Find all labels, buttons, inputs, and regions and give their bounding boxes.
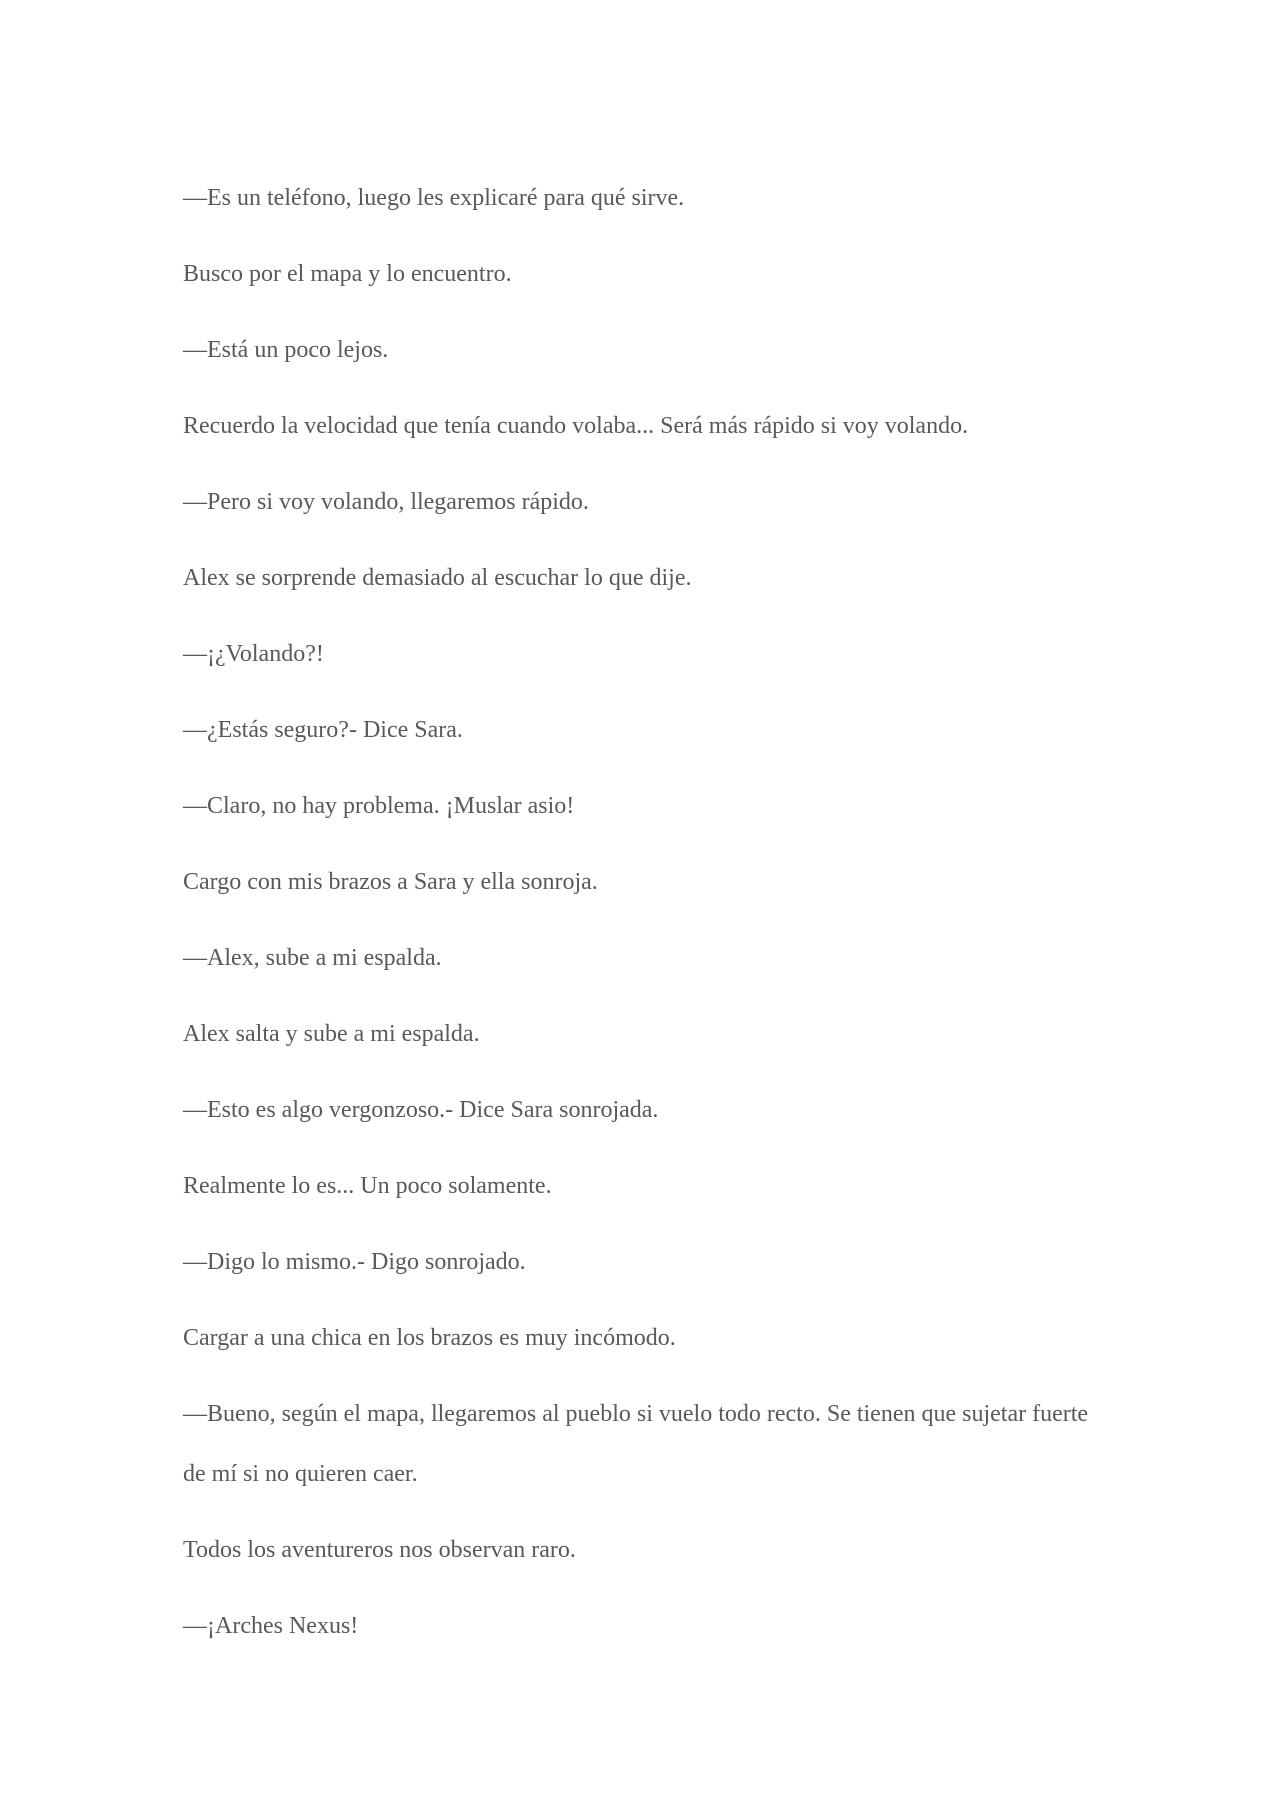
paragraph: —Digo lo mismo.- Digo sonrojado. xyxy=(183,1249,526,1275)
paragraph: —Alex, sube a mi espalda. xyxy=(183,945,442,971)
paragraph: Busco por el mapa y lo encuentro. xyxy=(183,261,512,287)
paragraph: —¡Arches Nexus! xyxy=(183,1613,359,1639)
paragraph: Realmente lo es... Un poco solamente. xyxy=(183,1173,552,1199)
paragraph: Alex se sorprende demasiado al escuchar lo que dije. xyxy=(183,565,692,591)
paragraph: Alex salta y sube a mi espalda. xyxy=(183,1021,480,1047)
paragraph: —Es un teléfono, luego les explicaré para qué sirve. xyxy=(183,185,685,211)
document-body xyxy=(183,180,1103,1684)
paragraph: —Claro, no hay problema. ¡Muslar asio! xyxy=(183,793,575,819)
paragraph: —Esto es algo vergonzoso.- Dice Sara sonrojada. xyxy=(183,1097,659,1123)
paragraph: —¡¿Volando?! xyxy=(183,641,324,667)
paragraph: —¿Estás seguro?- Dice Sara. xyxy=(183,717,463,743)
paragraph: Cargar a una chica en los brazos es muy incómodo. xyxy=(183,1325,676,1351)
paragraph: —Bueno, según el mapa, llegaremos al pueblo si vuelo todo recto. Se tienen que sujetar fuerte de mí si no quieren caer. xyxy=(183,1401,1089,1487)
paragraph: Recuerdo la velocidad que tenía cuando volaba... Será más rápido si voy volando. xyxy=(183,413,969,439)
paragraph: Cargo con mis brazos a Sara y ella sonroja. xyxy=(183,869,598,895)
paragraph: —Pero si voy volando, llegaremos rápido. xyxy=(183,489,589,515)
paragraph: Todos los aventureros nos observan raro. xyxy=(183,1537,576,1563)
paragraph: —Está un poco lejos. xyxy=(183,337,389,363)
